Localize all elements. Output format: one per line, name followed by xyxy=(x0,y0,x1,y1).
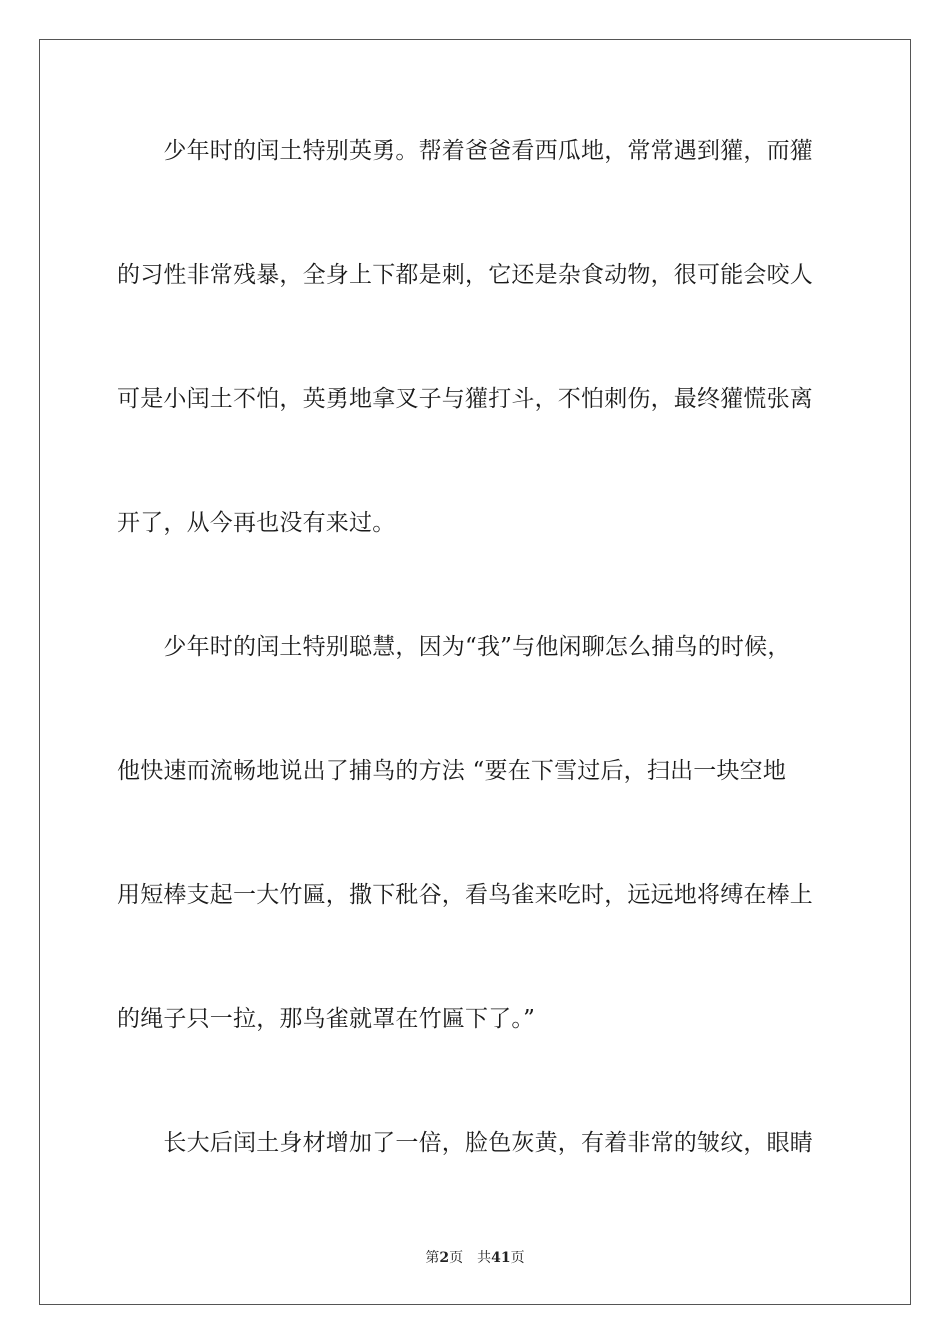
text-line-4: 开了，从今再也没有来过。 xyxy=(117,510,396,536)
text-line-7: 用短棒支起一大竹匾，撒下秕谷，看鸟雀来吃时，远远地将缚在棒上 xyxy=(117,882,813,908)
text-line-5: 少年时的闰土特别聪慧，因为“我”与他闲聊怎么捕鸟的时候， xyxy=(117,634,791,660)
total-pages: 41 xyxy=(491,1250,511,1266)
page-suffix: 页 xyxy=(449,1250,464,1266)
total-suffix: 页 xyxy=(510,1250,525,1266)
text-line-6: 他快速而流畅地说出了捕鸟的方法 “要在下雪过后，扫出一块空地 xyxy=(117,758,787,784)
text-line-8: 的绳子只一拉，那鸟雀就罩在竹匾下了。” xyxy=(117,1006,536,1032)
page-prefix: 第 xyxy=(425,1250,440,1266)
text-line-3: 可是小闰土不怕，英勇地拿叉子与獾打斗，不怕刺伤，最终獾慌张离 xyxy=(117,386,813,412)
text-line-1: 少年时的闰土特别英勇。帮着爸爸看西瓜地，常常遇到獾，而獾 xyxy=(117,138,813,164)
total-prefix: 共 xyxy=(477,1250,492,1266)
page-border xyxy=(39,39,911,1305)
text-line-2: 的习性非常残暴，全身上下都是刺，它还是杂食动物，很可能会咬人 xyxy=(117,262,813,288)
text-line-9: 长大后闰土身材增加了一倍，脸色灰黄，有着非常的皱纹，眼睛 xyxy=(117,1130,813,1156)
page-number: 2 xyxy=(439,1250,450,1266)
page-footer xyxy=(0,1247,950,1267)
